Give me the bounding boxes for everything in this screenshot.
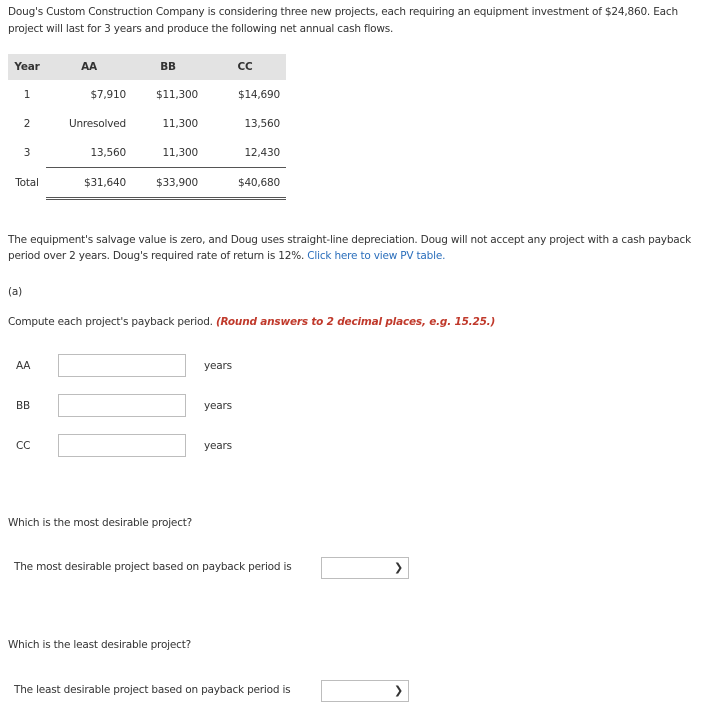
bb-total-cell: $33,900: [132, 168, 204, 199]
header-bb: BB: [132, 54, 204, 80]
cc-payback-input[interactable]: [58, 434, 186, 457]
least-desirable-dropdown[interactable]: [321, 680, 409, 702]
year-cell: 1: [23, 88, 31, 101]
header-aa: AA: [46, 54, 132, 80]
aa-cell: $7,910: [90, 88, 126, 101]
header-cc: CC: [204, 54, 286, 80]
cc-unit: years: [204, 440, 232, 452]
bb-cell: 11,300: [162, 117, 198, 130]
chevron-down-icon: ❯: [393, 561, 403, 574]
rounding-note: (Round answers to 2 decimal places, e.g. 15.25.): [215, 316, 496, 328]
aa-total-cell: $31,640: [46, 168, 132, 199]
table-header-row: [8, 54, 286, 80]
part-label: (a): [8, 286, 23, 298]
most-desirable-sentence: The most desirable project based on payback period is: [14, 561, 292, 573]
cc-total-cell: $40,680: [204, 168, 286, 199]
instruction-text: Compute each project's payback period.: [8, 316, 213, 328]
aa-unit: years: [204, 360, 232, 372]
most-desirable-dropdown[interactable]: [321, 557, 409, 579]
year-cell: Total: [15, 177, 39, 189]
assumptions-text: The equipment's salvage value is zero, and Doug uses straight-line depreciation. Doug will not accept any project with a cash payback period over 2 years. Doug's required rate of return is 12%.: [8, 234, 691, 262]
table-row: [8, 80, 286, 109]
year-cell: 2: [23, 117, 31, 130]
least-desirable-question: Which is the least desirable project?: [8, 639, 192, 651]
cc-cell: 12,430: [204, 138, 286, 168]
cc-cell: $14,690: [237, 88, 280, 101]
chevron-down-icon: ❯: [393, 684, 403, 697]
bb-cell: $11,300: [155, 88, 198, 101]
bb-unit: years: [204, 400, 232, 412]
most-desirable-question: Which is the most desirable project?: [8, 517, 193, 529]
bb-label: BB: [16, 400, 31, 412]
pv-table-link[interactable]: Click here to view PV table.: [307, 250, 446, 262]
year-cell: 3: [23, 146, 31, 159]
bb-cell: 11,300: [132, 138, 204, 168]
bb-payback-input[interactable]: [58, 394, 186, 417]
instruction: [8, 316, 495, 328]
cc-cell: 13,560: [244, 117, 280, 130]
table-total-row: [8, 168, 286, 199]
header-year: Year: [8, 54, 46, 80]
least-desirable-sentence: The least desirable project based on payback period is: [14, 684, 291, 696]
aa-cell: 13,560: [46, 138, 132, 168]
table-row: [8, 109, 286, 138]
problem-intro: Doug's Custom Construction Company is considering three new projects, each requiring an equipment investment of $24,860. Each project will last for 3 years and produce the following net annual cash flows.: [8, 6, 678, 35]
aa-label: AA: [16, 360, 31, 372]
aa-cell: Unresolved: [68, 117, 126, 130]
cc-label: CC: [16, 440, 31, 452]
table-row: [8, 138, 286, 168]
cash-flow-table: [8, 54, 286, 200]
assumptions-paragraph: [8, 232, 713, 264]
aa-payback-input[interactable]: [58, 354, 186, 377]
